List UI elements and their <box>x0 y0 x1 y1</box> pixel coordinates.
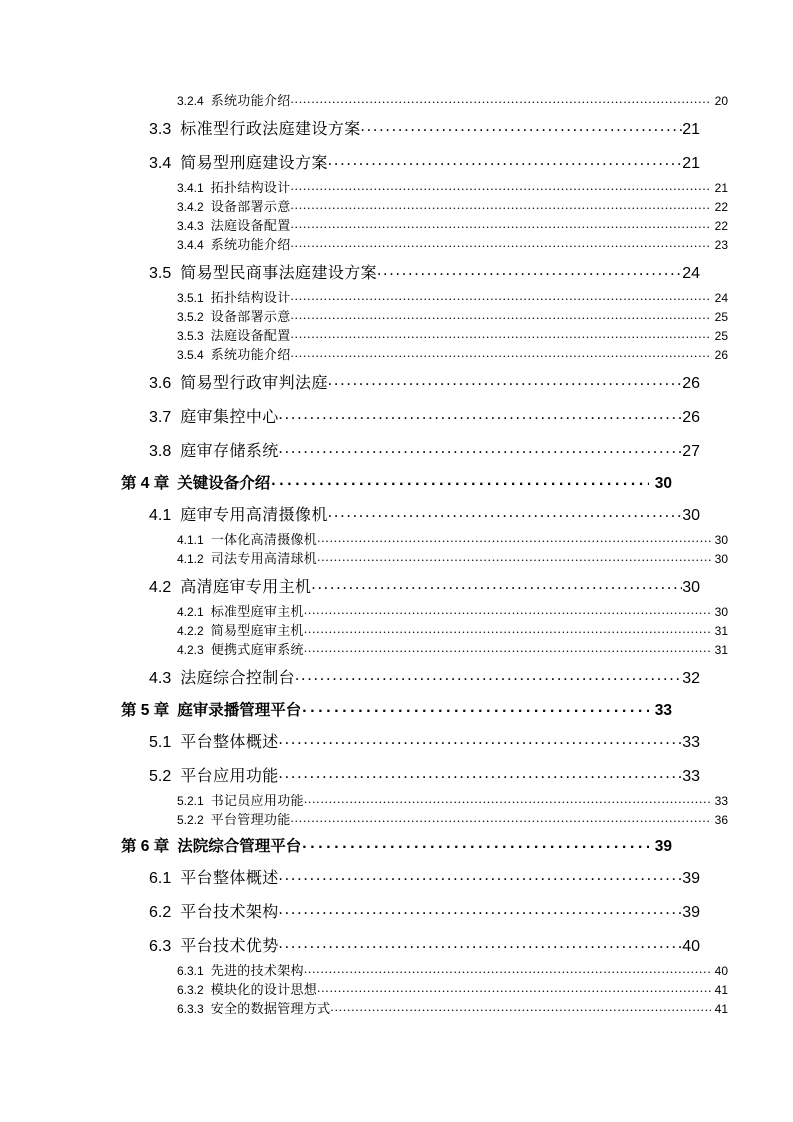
toc-entry-title: 庭审专用高清摄像机 <box>180 507 328 524</box>
toc-entry-title: 拓扑结构设计 <box>210 290 291 305</box>
toc-dot-leader <box>317 530 711 546</box>
toc-entry-title: 简易型庭审主机 <box>210 623 304 638</box>
toc-entry-page-number: 41 <box>714 1002 728 1016</box>
toc-entry[interactable] <box>177 977 728 996</box>
toc-dot-leader <box>291 178 711 194</box>
toc-entry-title: 先进的技术架构 <box>210 963 304 978</box>
table-of-contents-list <box>121 88 728 1016</box>
toc-entry-number: 6.3.1 <box>177 964 204 978</box>
toc-entry[interactable] <box>177 618 728 637</box>
toc-entry-title: 司法专用高清球机 <box>210 551 318 566</box>
toc-dot-leader <box>304 791 711 807</box>
toc-dot-leader <box>291 288 711 304</box>
toc-dot-leader <box>279 935 683 953</box>
toc-entry-title: 便携式庭审系统 <box>210 642 304 657</box>
toc-entry-page-number: 24 <box>682 265 700 282</box>
toc-entry-title: 法庭综合控制台 <box>180 670 296 687</box>
toc-entry[interactable] <box>177 996 728 1015</box>
toc-entry-number: 第 6 章 <box>121 838 170 855</box>
toc-entry-page-number: 39 <box>682 904 700 921</box>
toc-entry-title: 一体化高清摄像机 <box>210 532 318 547</box>
toc-entry[interactable] <box>177 546 728 565</box>
toc-entry-number: 5.2.2 <box>177 813 204 827</box>
toc-dot-leader <box>317 549 711 565</box>
toc-entry[interactable] <box>177 175 728 194</box>
toc-entry-title: 设备部署示意 <box>210 309 291 324</box>
toc-entry-title: 平台整体概述 <box>180 734 279 751</box>
toc-entry[interactable] <box>149 656 700 690</box>
toc-entry[interactable] <box>177 323 728 342</box>
toc-entry[interactable] <box>121 826 672 856</box>
toc-entry-page-number: 30 <box>682 579 700 596</box>
toc-entry-page-number: 25 <box>714 329 728 343</box>
toc-entry[interactable] <box>177 213 728 232</box>
toc-dot-leader <box>311 576 682 594</box>
toc-dot-leader <box>279 440 683 458</box>
toc-entry[interactable] <box>177 88 728 107</box>
toc-dot-leader <box>291 197 711 213</box>
toc-entry-number: 3.5.2 <box>177 310 204 324</box>
toc-entry[interactable] <box>149 251 700 285</box>
toc-entry-page-number: 26 <box>682 409 700 426</box>
toc-dot-leader <box>304 961 711 977</box>
toc-entry-number: 6.3 <box>149 938 172 955</box>
toc-dot-leader <box>279 867 683 885</box>
toc-entry-number: 4.2.3 <box>177 643 204 657</box>
toc-entry[interactable] <box>177 232 728 251</box>
toc-entry[interactable] <box>149 720 700 754</box>
toc-entry[interactable] <box>177 807 728 826</box>
toc-dot-leader <box>291 216 711 232</box>
toc-entry[interactable] <box>177 958 728 977</box>
toc-entry-title: 关键设备介绍 <box>177 475 271 492</box>
toc-entry-number: 3.4.2 <box>177 200 204 214</box>
toc-entry-page-number: 39 <box>682 870 700 887</box>
toc-entry[interactable] <box>149 429 700 463</box>
toc-dot-leader <box>330 999 710 1015</box>
toc-entry-number: 3.2.4 <box>177 94 204 108</box>
toc-entry-page-number: 31 <box>714 624 728 638</box>
toc-dot-leader <box>302 699 649 717</box>
toc-entry-number: 4.2.2 <box>177 624 204 638</box>
toc-entry-number: 6.2 <box>149 904 172 921</box>
toc-entry[interactable] <box>177 637 728 656</box>
toc-dot-leader <box>361 118 683 136</box>
toc-entry-number: 3.4.3 <box>177 219 204 233</box>
toc-entry-page-number: 24 <box>714 291 728 305</box>
toc-entry-page-number: 20 <box>714 94 728 108</box>
toc-entry-title: 平台技术优势 <box>180 938 279 955</box>
toc-entry-title: 系统功能介绍 <box>210 93 291 108</box>
toc-entry-page-number: 31 <box>714 643 728 657</box>
toc-entry-number: 4.3 <box>149 670 172 687</box>
toc-dot-leader <box>328 504 682 522</box>
toc-entry-page-number: 30 <box>714 533 728 547</box>
toc-entry-number: 5.2.1 <box>177 794 204 808</box>
toc-entry-page-number: 30 <box>714 552 728 566</box>
toc-dot-leader <box>291 810 711 826</box>
toc-entry-page-number: 21 <box>682 121 700 138</box>
toc-entry[interactable] <box>177 527 728 546</box>
toc-entry-title: 平台整体概述 <box>180 870 279 887</box>
toc-dot-leader <box>291 326 711 342</box>
toc-entry-page-number: 40 <box>682 938 700 955</box>
toc-entry-page-number: 33 <box>682 768 700 785</box>
toc-dot-leader <box>291 91 711 107</box>
toc-dot-leader <box>271 472 649 490</box>
toc-entry-number: 4.2.1 <box>177 605 204 619</box>
toc-entry-title: 庭审集控中心 <box>180 409 279 426</box>
toc-entry[interactable] <box>149 141 700 175</box>
toc-entry-page-number: 27 <box>682 443 700 460</box>
toc-entry-number: 6.3.2 <box>177 983 204 997</box>
toc-entry-title: 庭审录播管理平台 <box>177 702 302 719</box>
toc-dot-leader <box>291 345 711 361</box>
toc-entry-number: 6.3.3 <box>177 1002 204 1016</box>
toc-entry[interactable] <box>149 924 700 958</box>
toc-entry-number: 6.1 <box>149 870 172 887</box>
toc-entry-title: 法院综合管理平台 <box>177 838 302 855</box>
toc-entry-page-number: 26 <box>682 375 700 392</box>
toc-entry-page-number: 30 <box>682 507 700 524</box>
toc-entry-number: 3.5.1 <box>177 291 204 305</box>
toc-entry[interactable] <box>149 565 700 599</box>
toc-entry[interactable] <box>149 754 700 788</box>
toc-entry-title: 简易型行政审判法庭 <box>180 375 328 392</box>
toc-entry-title: 标准型行政法庭建设方案 <box>180 121 361 138</box>
toc-entry-page-number: 22 <box>714 219 728 233</box>
toc-entry-title: 标准型庭审主机 <box>210 604 304 619</box>
toc-entry[interactable] <box>149 890 700 924</box>
toc-entry-page-number: 36 <box>714 813 728 827</box>
toc-entry-title: 模块化的设计思想 <box>210 982 318 997</box>
toc-entry[interactable] <box>177 285 728 304</box>
toc-entry[interactable] <box>149 361 700 395</box>
toc-entry-number: 5.1 <box>149 734 172 751</box>
toc-entry-page-number: 32 <box>682 670 700 687</box>
toc-dot-leader <box>279 406 683 424</box>
toc-entry-title: 法庭设备配置 <box>210 328 291 343</box>
toc-entry[interactable] <box>177 194 728 213</box>
toc-entry-number: 3.8 <box>149 443 172 460</box>
toc-dot-leader <box>328 372 682 390</box>
toc-entry-number: 3.3 <box>149 121 172 138</box>
toc-entry-number: 3.5.4 <box>177 348 204 362</box>
toc-dot-leader <box>279 731 683 749</box>
toc-entry-page-number: 21 <box>714 181 728 195</box>
toc-entry-page-number: 22 <box>714 200 728 214</box>
toc-entry[interactable] <box>177 788 728 807</box>
toc-entry-number: 3.7 <box>149 409 172 426</box>
toc-dot-leader <box>328 152 682 170</box>
toc-entry[interactable] <box>121 463 672 493</box>
toc-entry-title: 平台应用功能 <box>180 768 279 785</box>
toc-entry-page-number: 30 <box>654 475 672 492</box>
toc-dot-leader <box>279 901 683 919</box>
toc-entry-number: 3.6 <box>149 375 172 392</box>
toc-entry[interactable] <box>149 395 700 429</box>
toc-entry-number: 4.2 <box>149 579 172 596</box>
toc-dot-leader <box>291 235 711 251</box>
toc-entry-number: 第 5 章 <box>121 702 170 719</box>
toc-entry-title: 设备部署示意 <box>210 199 291 214</box>
toc-entry-title: 拓扑结构设计 <box>210 180 291 195</box>
toc-entry-number: 5.2 <box>149 768 172 785</box>
toc-entry-page-number: 21 <box>682 155 700 172</box>
toc-entry[interactable] <box>149 107 700 141</box>
toc-dot-leader <box>304 640 711 656</box>
toc-entry-page-number: 33 <box>654 702 672 719</box>
toc-dot-leader <box>304 621 711 637</box>
toc-entry[interactable] <box>177 304 728 323</box>
toc-dot-leader <box>291 307 711 323</box>
toc-entry-title: 安全的数据管理方式 <box>210 1001 331 1016</box>
toc-entry-title: 简易型刑庭建设方案 <box>180 155 328 172</box>
toc-entry-title: 高清庭审专用主机 <box>180 579 312 596</box>
toc-entry-title: 法庭设备配置 <box>210 218 291 233</box>
toc-entry-page-number: 25 <box>714 310 728 324</box>
toc-entry-title: 系统功能介绍 <box>210 237 291 252</box>
toc-dot-leader <box>304 602 711 618</box>
toc-entry-number: 3.4.1 <box>177 181 204 195</box>
toc-entry-number: 4.1.2 <box>177 552 204 566</box>
toc-entry-page-number: 26 <box>714 348 728 362</box>
toc-dot-leader <box>295 667 682 685</box>
toc-entry[interactable] <box>149 856 700 890</box>
toc-entry-number: 4.1 <box>149 507 172 524</box>
toc-entry[interactable] <box>149 493 700 527</box>
toc-entry[interactable] <box>177 599 728 618</box>
toc-dot-leader <box>279 765 683 783</box>
toc-entry-title: 书记员应用功能 <box>210 793 304 808</box>
toc-entry-title: 简易型民商事法庭建设方案 <box>180 265 378 282</box>
toc-entry[interactable] <box>177 342 728 361</box>
toc-entry-title: 平台管理功能 <box>210 812 291 827</box>
toc-entry-page-number: 41 <box>714 983 728 997</box>
toc-entry-number: 3.5 <box>149 265 172 282</box>
toc-dot-leader <box>377 262 682 280</box>
toc-entry-title: 平台技术架构 <box>180 904 279 921</box>
toc-entry-page-number: 40 <box>714 964 728 978</box>
toc-entry-page-number: 39 <box>654 838 672 855</box>
toc-entry-page-number: 30 <box>714 605 728 619</box>
toc-dot-leader <box>317 980 711 996</box>
toc-entry-title: 庭审存储系统 <box>180 443 279 460</box>
toc-entry-page-number: 33 <box>682 734 700 751</box>
toc-entry-number: 第 4 章 <box>121 475 170 492</box>
toc-dot-leader <box>302 835 649 853</box>
toc-entry-number: 3.5.3 <box>177 329 204 343</box>
toc-entry-number: 4.1.1 <box>177 533 204 547</box>
toc-entry-page-number: 23 <box>714 238 728 252</box>
toc-entry-number: 3.4 <box>149 155 172 172</box>
toc-entry-title: 系统功能介绍 <box>210 347 291 362</box>
toc-entry-number: 3.4.4 <box>177 238 204 252</box>
toc-entry-page-number: 33 <box>714 794 728 808</box>
toc-entry[interactable] <box>121 690 672 720</box>
